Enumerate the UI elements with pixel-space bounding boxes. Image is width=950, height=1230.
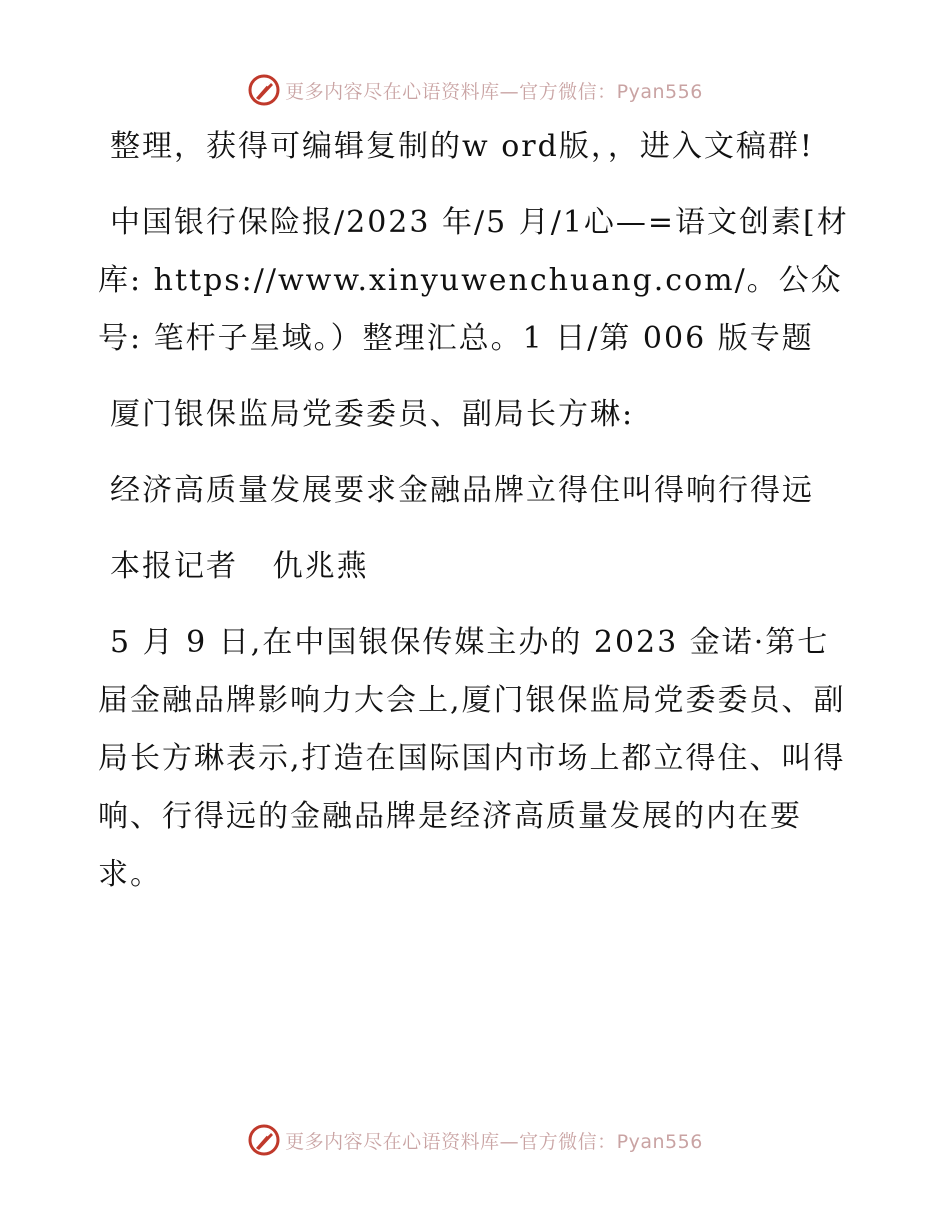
watermark-text: 更多内容尽在心语资料库—官方微信：Pyan556 (285, 80, 703, 103)
article-headline: 经济高质量发展要求金融品牌立得住叫得响行得远 (110, 473, 814, 508)
byline: 本报记者 仇兆燕 (110, 549, 369, 584)
paragraph-source: 中国银行保险报/2023 年/5 月/1心—=语文创素[材库: https://www.xinyuwenchuang.com/。公众号: 笔杆子星域。）整理汇总。1 日/第 006 版专题 (98, 205, 849, 356)
document-body (98, 118, 858, 922)
quill-pen-logo-icon (247, 1123, 281, 1157)
quill-pen-logo-icon (247, 73, 281, 107)
paragraph-speaker: 厦门银保监局党委委员、副局长方琳: (110, 397, 635, 432)
watermark-text: 更多内容尽在心语资料库—官方微信：Pyan556 (285, 1130, 703, 1153)
header-watermark-banner (0, 70, 950, 110)
footer-watermark-banner (0, 1120, 950, 1160)
paragraph-intro: 整理，获得可编辑复制的w ord版，，进入文稿群! (110, 129, 814, 164)
paragraph-lead: 5 月 9 日,在中国银保传媒主办的 2023 金诺·第七届金融品牌影响力大会上,厦门银保监局党委委员、副局长方琳表示,打造在国际国内市场上都立得住、叫得响、行得远的金融品牌是经济高质量发展的内在要求。 (98, 625, 846, 892)
